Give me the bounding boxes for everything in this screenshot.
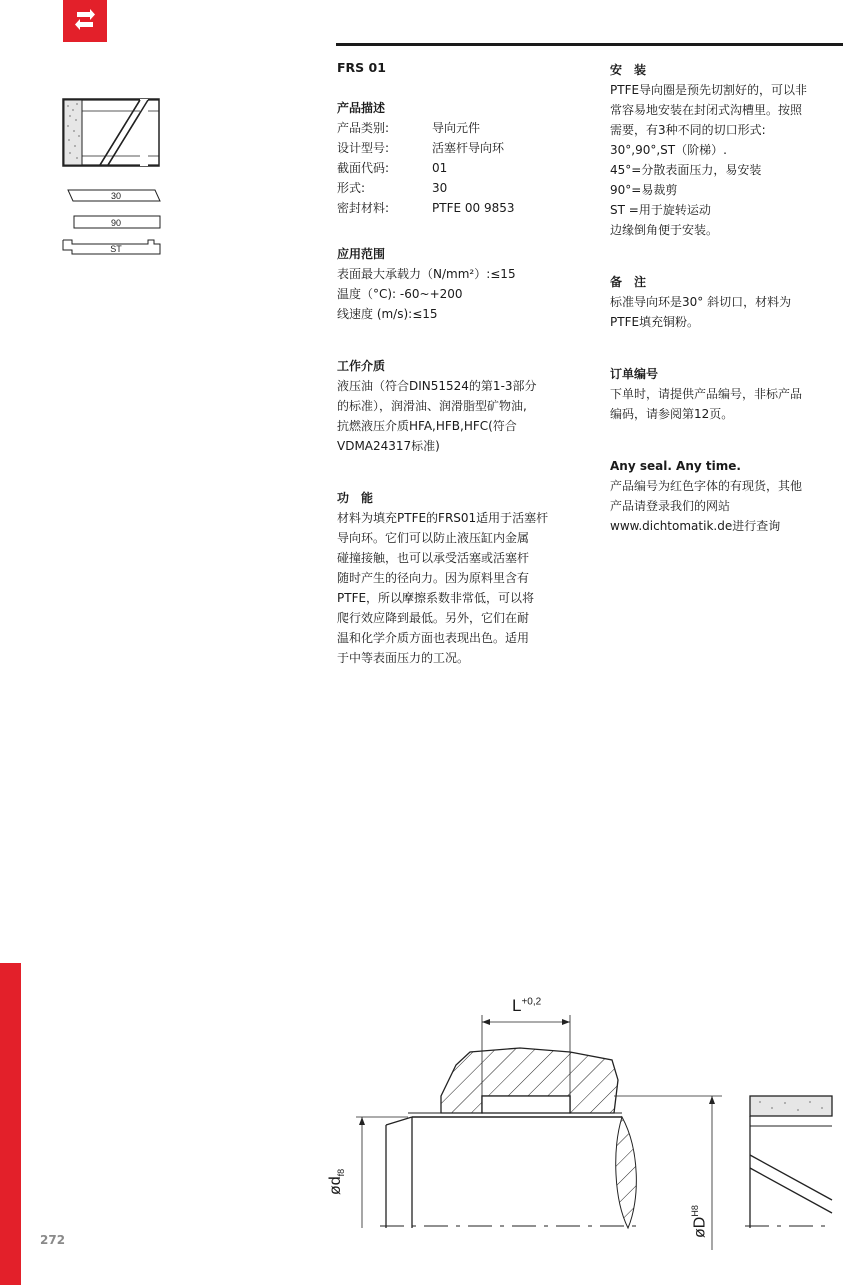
right-column xyxy=(610,60,832,562)
installation-line: 90°=易裁剪 xyxy=(610,183,678,197)
spec-value: 01 xyxy=(432,161,448,175)
model-code: FRS 01 xyxy=(337,60,386,75)
dim-rod-label xyxy=(327,1169,346,1195)
spec-value: 30 xyxy=(432,181,448,195)
notes-line: 标准导向环是30° 斜切口，材料为 xyxy=(610,295,792,309)
notes-section xyxy=(610,272,832,332)
spec-label: 密封材料: xyxy=(337,201,390,215)
notes-heading: 备 注 xyxy=(610,275,647,289)
dim-bore-label xyxy=(690,1205,709,1238)
function-line: 随时产生的径向力。因为原料里含有 xyxy=(337,571,530,585)
application-line: 温度（°C): -60~+200 xyxy=(337,287,463,301)
spec-value: PTFE 00 9853 xyxy=(432,201,515,215)
left-column xyxy=(337,58,562,694)
slogan-line: 产品编号为红色字体的有现货，其他 xyxy=(610,479,803,493)
product-description-heading: 产品描述 xyxy=(337,101,386,115)
spec-label: 产品类别: xyxy=(337,121,390,135)
cut-30-label: 30 xyxy=(110,191,122,201)
installation-line: 45°=分散表面压力，易安装 xyxy=(610,163,762,177)
installation-line: 常容易地安装在封闭式沟槽里。按照 xyxy=(610,103,803,117)
function-line: 温和化学介质方面也表现出色。适用 xyxy=(337,631,530,645)
slogan-line: www.dichtomatik.de进行查询 xyxy=(610,519,781,533)
media-line: 抗燃液压介质HFA,HFB,HFC(符合 xyxy=(337,419,517,433)
cut-st-label: ST xyxy=(110,244,122,254)
installation-line: PTFE导向圈是预先切割好的，可以非 xyxy=(610,83,808,97)
spec-row xyxy=(337,138,562,158)
spec-value: 活塞杆导向环 xyxy=(432,141,505,155)
media-heading: 工作介质 xyxy=(337,359,386,373)
spec-row xyxy=(337,178,562,198)
ring-cut-illustration xyxy=(0,0,200,270)
dim-bore-symbol: øD xyxy=(691,1216,709,1238)
media-line: VDMA24317标准) xyxy=(337,439,440,453)
spec-value: 导向元件 xyxy=(432,121,481,135)
order-line: 编码，请参阅第12页。 xyxy=(610,407,734,421)
installation-line: ST =用于旋转运动 xyxy=(610,203,711,217)
function-line: 碰撞接触，也可以承受活塞或活塞杆 xyxy=(337,551,530,565)
notes-line: PTFE填充铜粉。 xyxy=(610,315,700,329)
side-accent-bar xyxy=(0,963,21,1285)
function-line: 导向环。它们可以防止液压缸内金属 xyxy=(337,531,530,545)
dim-bore-tolerance: H8 xyxy=(690,1205,700,1217)
page-number: 272 xyxy=(40,1233,66,1247)
media-section xyxy=(337,356,562,456)
cut-90-label: 90 xyxy=(110,218,122,228)
installation-heading: 安 装 xyxy=(610,63,647,77)
function-line: 于中等表面压力的工况。 xyxy=(337,651,470,665)
function-line: PTFE，所以摩擦系数非常低，可以将 xyxy=(337,591,535,605)
dim-rod-symbol: ød xyxy=(327,1176,344,1195)
function-line: 材料为填充PTFE的FRS01适用于活塞杆 xyxy=(337,511,549,525)
application-line: 线速度 (m/s):≤15 xyxy=(337,307,438,321)
slogan-heading: Any seal. Any time. xyxy=(610,459,741,473)
function-line: 爬行效应降到最低。另外，它们在耐 xyxy=(337,611,530,625)
installation-line: 30°,90°,ST（阶梯）. xyxy=(610,143,727,157)
spec-row xyxy=(337,158,562,178)
media-line: 液压油（符合DIN51524的第1-3部分 xyxy=(337,379,537,393)
spec-label: 形式: xyxy=(337,181,366,195)
application-heading: 应用范围 xyxy=(337,247,386,261)
order-heading: 订单编号 xyxy=(610,367,659,381)
order-section xyxy=(610,364,832,424)
installation-line: 需要，有3种不同的切口形式: xyxy=(610,123,766,137)
slogan-line: 产品请登录我们的网站 xyxy=(610,499,731,513)
header-rule xyxy=(336,43,843,46)
order-line: 下单时，请提供产品编号，非标产品 xyxy=(610,387,803,401)
slogan-section xyxy=(610,456,832,536)
dim-length-label xyxy=(512,996,541,1016)
installation-line: 边缘倒角便于安装。 xyxy=(610,223,719,237)
dim-length-tolerance: +0,2 xyxy=(521,996,542,1008)
product-description-section xyxy=(337,98,562,218)
spec-row xyxy=(337,118,562,138)
installation-section xyxy=(610,60,832,240)
spec-label: 截面代码: xyxy=(337,161,390,175)
spec-row xyxy=(337,198,562,218)
dim-rod-tolerance: f8 xyxy=(336,1168,347,1177)
spec-label: 设计型号: xyxy=(337,141,390,155)
dim-length-symbol: L xyxy=(512,996,522,1015)
function-heading: 功 能 xyxy=(337,491,374,505)
application-section xyxy=(337,244,562,324)
application-line: 表面最大承载力（N/mm²）:≤15 xyxy=(337,267,516,281)
media-line: 的标准），润滑油、润滑脂型矿物油, xyxy=(337,399,527,413)
function-section xyxy=(337,488,562,668)
